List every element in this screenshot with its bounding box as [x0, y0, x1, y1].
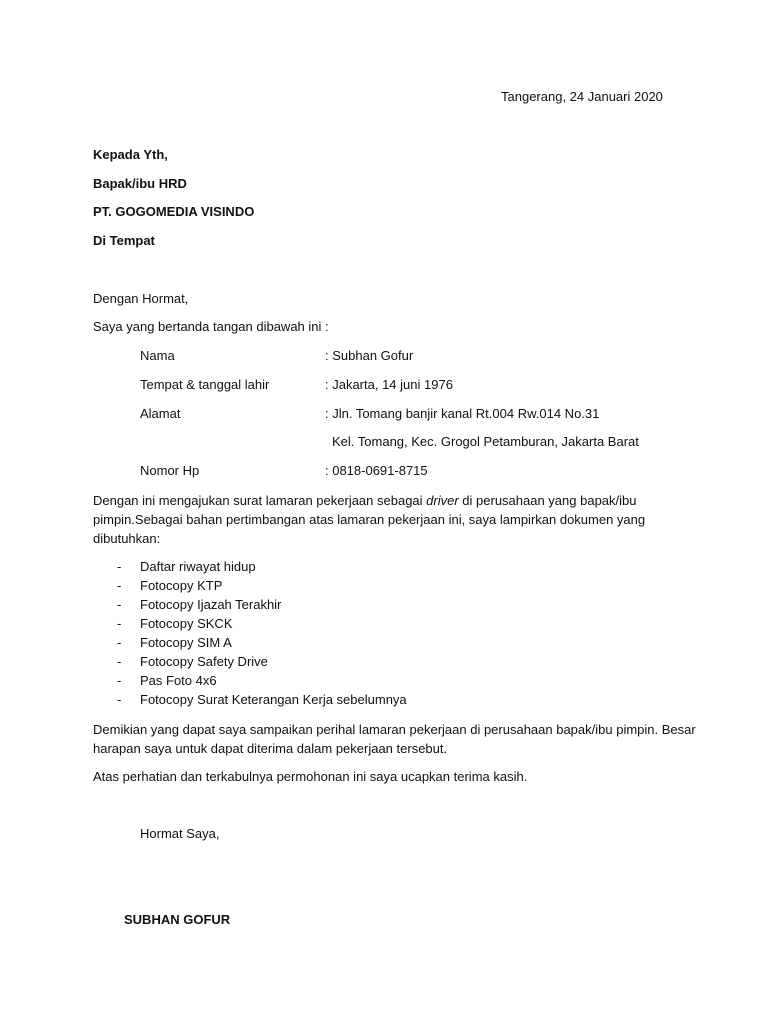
recipient-line-1: Kepada Yth, [93, 147, 168, 162]
list-bullet: - [117, 578, 122, 593]
identity-value-address: : Jln. Tomang banjir kanal Rt.004 Rw.014 No.31 [325, 406, 600, 421]
date-line: Tangerang, 24 Januari 2020 [501, 89, 663, 104]
identity-value-birth: : Jakarta, 14 juni 1976 [325, 377, 453, 392]
body-paragraph-2: Demikian yang dapat saya sampaikan perihal lamaran pekerjaan di perusahaan bapak/ibu pimpin. Besar harapan saya untuk dapat diterima dalam pekerjaan tersebut. [93, 722, 696, 756]
identity-label-birth: Tempat & tanggal lahir [140, 377, 270, 392]
recipient-line-4: Di Tempat [93, 233, 155, 248]
recipient-line-3: PT. GOGOMEDIA VISINDO [93, 204, 255, 219]
list-item: Daftar riwayat hidup [140, 559, 256, 574]
list-item: Fotocopy KTP [140, 578, 223, 593]
body1-before: Dengan ini mengajukan surat lamaran pekerjaan sebagai [93, 493, 427, 508]
list-item: Fotocopy Ijazah Terakhir [140, 597, 282, 612]
list-bullet: - [117, 616, 122, 631]
list-bullet: - [117, 635, 122, 650]
greeting: Dengan Hormat, [93, 291, 189, 306]
closing-text: Hormat Saya, [140, 826, 220, 841]
list-bullet: - [117, 559, 122, 574]
list-item: Fotocopy Safety Drive [140, 654, 268, 669]
identity-label-address: Alamat [140, 406, 181, 421]
identity-value-name: : Subhan Gofur [325, 348, 414, 363]
list-item: Fotocopy Surat Keterangan Kerja sebelumnya [140, 692, 407, 707]
list-item: Pas Foto 4x6 [140, 673, 217, 688]
body-paragraph-1 [93, 491, 703, 548]
recipient-line-2: Bapak/ibu HRD [93, 176, 187, 191]
list-item: Fotocopy SKCK [140, 616, 233, 631]
body1-italic: driver [426, 493, 459, 508]
list-bullet: - [117, 654, 122, 669]
identity-label-phone: Nomor Hp [140, 463, 200, 478]
signature-name: SUBHAN GOFUR [124, 912, 231, 927]
body1-after: di perusahaan yang bapak/ibu pimpin.Sebagai bahan pertimbangan atas lamaran pekerjaan ini, saya lampirkan dokumen yang dibutuhkan: [93, 493, 646, 546]
body-paragraph-3: Atas perhatian dan terkabulnya permohonan ini saya ucapkan terima kasih. [93, 769, 528, 784]
list-item: Fotocopy SIM A [140, 635, 232, 650]
identity-value-address-2: Kel. Tomang, Kec. Grogol Petamburan, Jakarta Barat [332, 434, 639, 449]
list-bullet: - [117, 673, 122, 688]
list-bullet: - [117, 597, 122, 612]
intro-text: Saya yang bertanda tangan dibawah ini : [93, 319, 329, 334]
list-bullet: - [117, 692, 122, 707]
identity-label-name: Nama [140, 348, 175, 363]
identity-value-phone: : 0818-0691-8715 [325, 463, 428, 478]
